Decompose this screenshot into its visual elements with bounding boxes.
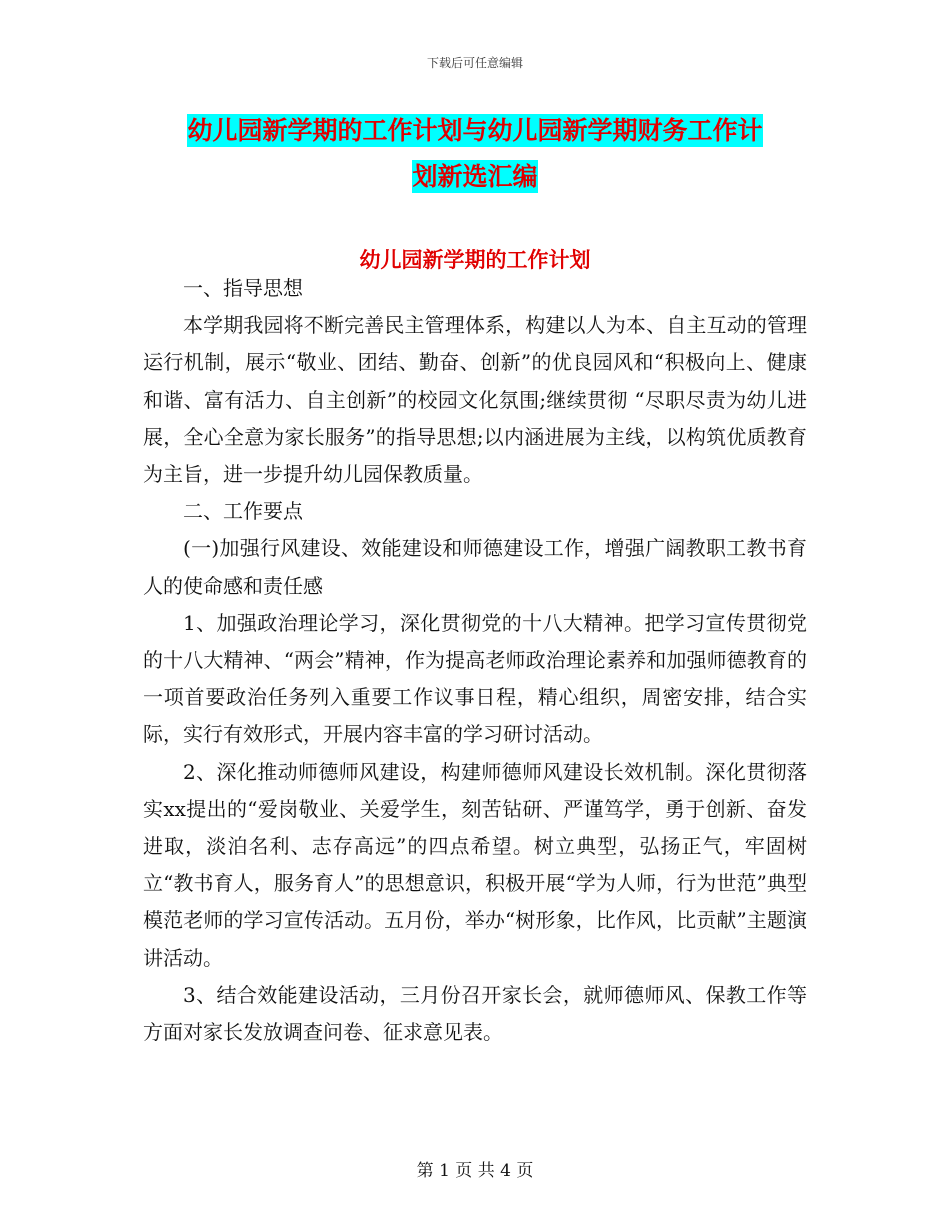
paragraph-item-2: 2、深化推动师德师风建设，构建师德师风建设长效机制。深化贯彻落实xx提出的“爱岗敬业、关爱学生，刻苦钻研、严谨笃学，勇于创新、奋发进取，淡泊名利、志存高远”的四点希望。树立典型，弘扬正气，牢固树立“教书育人，服务育人”的思想意识，积极开展“学为人师，行为世范”典型模范老师的学习宣传活动。五月份，举办“树形象，比作风，比贡献”主题演讲活动。 (143, 759, 807, 970)
document-title-line-2: 划新选汇编 (412, 162, 538, 191)
paragraph-item-1: 1、加强政治理论学习，深化贯彻党的十八大精神。把学习宣传贯彻党的十八大精神、“两会”精神，作为提高老师政治理论素养和加强师德教育的一项首要政治任务列入重要工作议事日程，精心组织，周密安排，结合实际，实行有效形式，开展内容丰富的学习研讨活动。 (143, 610, 807, 747)
paragraph-item-3: 3、结合效能建设活动，三月份召开家长会，就师德师风、保教工作等方面对家长发放调查问卷、征求意见表。 (143, 982, 807, 1045)
paragraph-guiding-ideology: 本学期我园将不断完善民主管理体系，构建以人为本、自主互动的管理运行机制，展示“敬业、团结、勤奋、创新”的优良园风和“积极向上、健康和谐、富有活力、自主创新”的校园文化氛围;继续贯彻 “尽职尽责为幼儿进展，全心全意为家长服务”的指导思想;以内涵进展为主线，以构筑优质教育为主旨，进一步提升幼儿园保教质量。 (143, 313, 807, 487)
page-footer: 第 1 页 共 4 页 (416, 1161, 534, 1181)
paragraph-subheading-1: (一)加强行风建设、效能建设和师德建设工作，增强广阔教职工教书育人的使命感和责任感 (143, 536, 807, 598)
header-note: 下载后可任意编辑 (426, 56, 523, 70)
heading-work-points: 二、工作要点 (183, 499, 303, 524)
section-title: 幼儿园新学期的工作计划 (359, 248, 591, 272)
heading-guiding-ideology: 一、指导思想 (183, 276, 303, 300)
document-body (143, 270, 807, 1051)
document-title-line-1: 幼儿园新学期的工作计划与幼儿园新学期财务工作计 (187, 116, 763, 145)
document-title (140, 108, 810, 200)
